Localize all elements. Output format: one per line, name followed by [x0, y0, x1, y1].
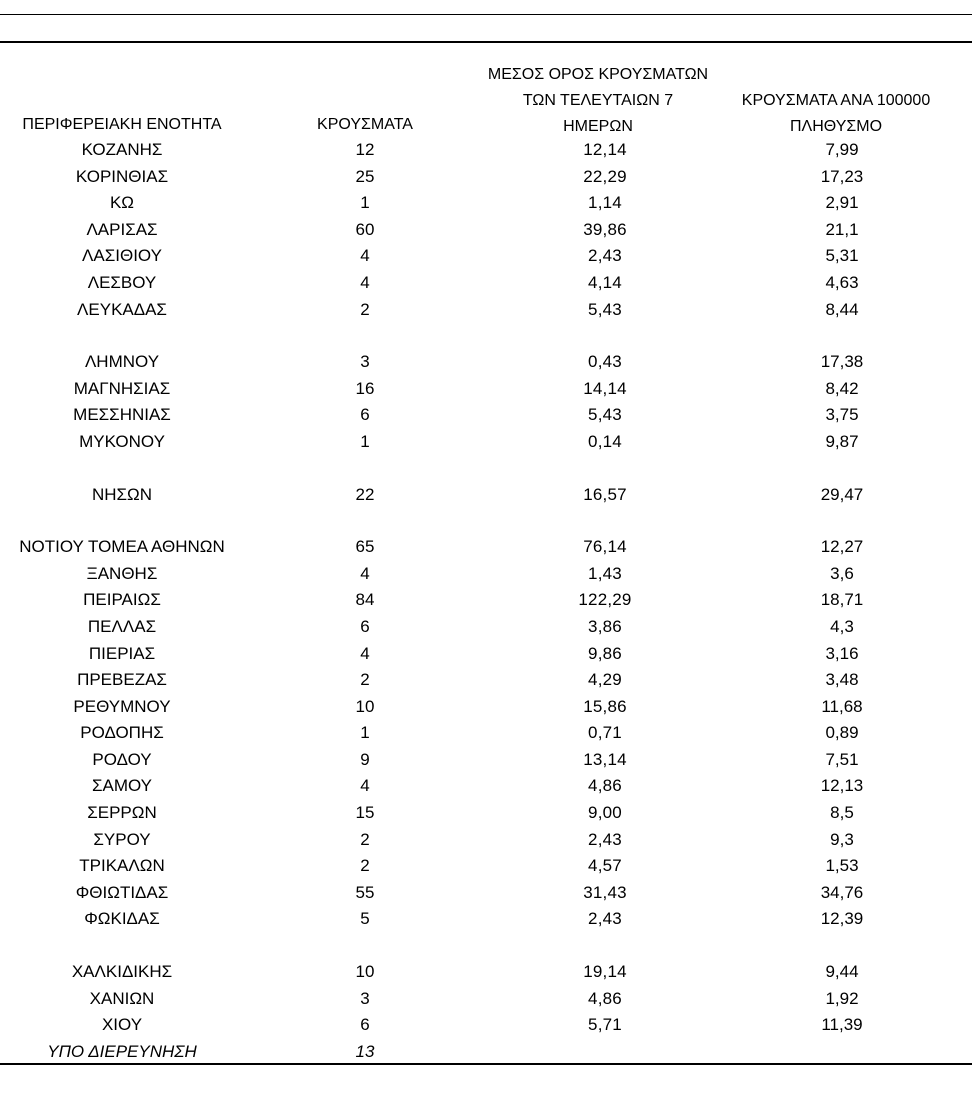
average-cell: 14,14 [583, 378, 627, 398]
rate-cell: 7,51 [825, 749, 859, 769]
rate-cell: 11,68 [821, 696, 863, 716]
rate-cell: 17,23 [820, 166, 864, 186]
rate-cell: 4,63 [825, 272, 859, 292]
rate-cell: 3,48 [825, 670, 859, 690]
header-7day-average-line: ΗΜΕΡΩΝ [563, 118, 633, 135]
region-cell: ΝΗΣΩΝ [91, 484, 153, 504]
table-row [0, 986, 972, 1013]
region-cell: ΡΟΔΟΠΗΣ [80, 723, 164, 743]
table-row [0, 906, 972, 933]
average-cell: 2,43 [588, 829, 622, 849]
rate-cell: 12,13 [820, 776, 864, 796]
table-row [0, 137, 972, 164]
region-cell: ΦΘΙΩΤΙΔΑΣ [75, 882, 169, 902]
header-top-rule [0, 41, 972, 43]
cases-cell: 55 [355, 882, 375, 902]
average-cell: 1,14 [588, 193, 622, 213]
average-cell: 9,00 [588, 803, 622, 823]
average-cell: 1,43 [588, 563, 622, 583]
table-row [0, 959, 972, 986]
rate-cell: 7,99 [825, 140, 859, 159]
cases-cell: 4 [360, 246, 370, 266]
header-7day-average-line: ΤΩΝ ΤΕΛΕΥΤΑΙΩΝ 7 [522, 92, 674, 109]
cases-cell: 15 [355, 803, 375, 823]
rate-cell: 3,16 [825, 643, 859, 663]
average-cell: 122,29 [578, 590, 632, 610]
rate-cell: 34,76 [820, 882, 864, 902]
region-cell: ΡΟΔΟΥ [92, 749, 152, 769]
table-row [0, 880, 972, 907]
average-cell: 4,29 [588, 670, 622, 690]
average-cell: 5,43 [588, 405, 622, 425]
cases-cell: 12 [355, 140, 375, 159]
table-row [0, 747, 972, 774]
region-cell: ΚΟΖΑΝΗΣ [81, 140, 163, 159]
average-cell: 19,14 [583, 962, 627, 982]
rate-cell: 9,44 [825, 962, 859, 982]
cases-cell: 10 [355, 696, 375, 716]
cases-cell: 10 [355, 962, 375, 982]
rate-cell: 1,53 [825, 856, 859, 876]
average-cell: 76,14 [583, 537, 627, 557]
average-cell: 4,14 [588, 272, 622, 292]
table-row [0, 827, 972, 854]
cases-cell: 5 [360, 909, 370, 929]
average-cell: 5,71 [588, 1015, 622, 1035]
region-cell: ΛΑΡΙΣΑΣ [86, 219, 158, 239]
header-cases-per-100000-line: ΚΡΟΥΣΜΑΤΑ ΑΝΑ 100000 [741, 92, 931, 109]
average-cell: 15,86 [583, 696, 627, 716]
table-row [0, 773, 972, 800]
table-row [0, 800, 972, 827]
table-row [0, 1039, 972, 1066]
average-cell: 4,86 [588, 776, 622, 796]
region-cell: ΠΕΙΡΑΙΩΣ [83, 590, 161, 610]
region-cell: ΣΕΡΡΩΝ [87, 803, 157, 823]
region-cell: ΧΑΛΚΙΔΙΚΗΣ [71, 962, 173, 982]
region-cell: ΡΕΘΥΜΝΟΥ [73, 696, 171, 716]
header-7day-average [470, 62, 726, 140]
rate-cell: 3,6 [830, 563, 854, 583]
average-cell: 16,57 [583, 484, 627, 504]
average-cell: 4,86 [588, 988, 622, 1008]
table-row [0, 534, 972, 561]
table-body [0, 137, 972, 1065]
rate-cell: 21,1 [825, 219, 859, 239]
cases-cell: 25 [355, 166, 375, 186]
table-row [0, 1012, 972, 1039]
cases-cell: 65 [355, 537, 375, 557]
average-cell: 22,29 [583, 166, 627, 186]
rate-cell: 12,39 [820, 909, 864, 929]
table-row [0, 164, 972, 191]
header-7day-average-line: ΜΕΣΟΣ ΟΡΟΣ ΚΡΟΥΣΜΑΤΩΝ [487, 66, 709, 83]
region-cell: ΞΑΝΘΗΣ [86, 563, 158, 583]
cases-cell: 6 [360, 616, 370, 636]
table-row [0, 561, 972, 588]
region-cell: ΠΙΕΡΙΑΣ [88, 643, 156, 663]
region-cell: ΦΩΚΙΔΑΣ [84, 909, 160, 929]
table-row [0, 402, 972, 429]
bottom-rule [0, 1063, 972, 1065]
table-row [0, 270, 972, 297]
rate-cell: 8,5 [830, 803, 854, 823]
rate-cell: 18,71 [820, 590, 864, 610]
region-cell: ΠΡΕΒΕΖΑΣ [77, 670, 167, 690]
region-cell: ΤΡΙΚΑΛΩΝ [79, 856, 165, 876]
table-row [0, 587, 972, 614]
table-row [0, 376, 972, 403]
cases-cell: 3 [360, 352, 370, 372]
region-cell: ΥΠΟ ΔΙΕΡΕΥΝΗΣΗ [47, 1041, 197, 1061]
header-cases-per-100000-line: ΠΛΗΘΥΣΜΟ [789, 118, 883, 135]
cases-cell: 2 [360, 829, 370, 849]
average-cell: 9,86 [588, 643, 622, 663]
rate-cell: 12,27 [820, 537, 864, 557]
cases-cell: 1 [360, 193, 370, 213]
table-row [0, 482, 972, 509]
rate-cell: 17,38 [820, 352, 864, 372]
average-cell: 12,14 [583, 140, 627, 159]
table-row [0, 243, 972, 270]
cases-cell: 4 [360, 643, 370, 663]
cases-cell: 60 [355, 219, 375, 239]
region-cell: ΧΑΝΙΩΝ [89, 988, 155, 1008]
top-rule [0, 14, 972, 15]
rate-cell: 3,75 [825, 405, 859, 425]
rate-cell: 9,87 [825, 431, 859, 451]
region-cell: ΚΟΡΙΝΘΙΑΣ [75, 166, 169, 186]
table-row [0, 614, 972, 641]
header-region: ΠΕΡΙΦΕΡΕΙΑΚΗ ΕΝΟΤΗΤΑ [22, 116, 222, 133]
rate-cell: 11,39 [821, 1015, 863, 1035]
table-row [0, 429, 972, 456]
region-cell: ΣΥΡΟΥ [93, 829, 151, 849]
cases-cell: 6 [360, 1015, 370, 1035]
rate-cell: 5,31 [825, 246, 859, 266]
average-cell: 0,43 [588, 352, 622, 372]
average-cell: 5,43 [588, 299, 622, 319]
cases-cell: 4 [360, 272, 370, 292]
table-row [0, 853, 972, 880]
table-row [0, 694, 972, 721]
region-cell: ΠΕΛΛΑΣ [87, 616, 157, 636]
region-cell: ΛΕΣΒΟΥ [87, 272, 157, 292]
cases-cell: 2 [360, 670, 370, 690]
average-cell: 2,43 [588, 909, 622, 929]
region-cell: ΧΙΟΥ [101, 1015, 143, 1035]
rate-cell: 4,3 [830, 616, 854, 636]
cases-cell: 22 [355, 484, 375, 504]
table-row [0, 297, 972, 324]
cases-cell: 4 [360, 776, 370, 796]
average-cell: 4,57 [588, 856, 622, 876]
cases-cell: 84 [355, 590, 375, 610]
average-cell: 3,86 [588, 616, 622, 636]
cases-cell: 2 [360, 299, 370, 319]
region-cell: ΛΑΣΙΘΙΟΥ [82, 246, 162, 266]
average-cell: 0,14 [588, 431, 622, 451]
table-row [0, 667, 972, 694]
region-cell: ΝΟΤΙΟΥ ΤΟΜΕΑ ΑΘΗΝΩΝ [19, 537, 225, 557]
region-cell: ΛΕΥΚΑΔΑΣ [77, 299, 167, 319]
table-row [0, 217, 972, 244]
rate-cell: 2,91 [825, 193, 859, 213]
average-cell: 13,14 [583, 749, 627, 769]
average-cell: 2,43 [588, 246, 622, 266]
rate-cell: 0,89 [825, 723, 859, 743]
table-row [0, 349, 972, 376]
cases-cell: 9 [360, 749, 370, 769]
rate-cell: 1,92 [825, 988, 859, 1008]
rate-cell: 29,47 [820, 484, 864, 504]
region-cell: ΣΑΜΟΥ [91, 776, 153, 796]
cases-cell: 16 [355, 378, 375, 398]
table-row [0, 190, 972, 217]
region-cell: ΜΑΓΝΗΣΙΑΣ [73, 378, 171, 398]
region-cell: ΛΗΜΝΟΥ [84, 352, 160, 372]
cases-cell: 6 [360, 405, 370, 425]
cases-cell: 1 [360, 431, 370, 451]
region-cell: ΜΕΣΣΗΝΙΑΣ [73, 405, 171, 425]
rate-cell: 8,42 [825, 378, 859, 398]
table-row [0, 641, 972, 668]
table-row [0, 720, 972, 747]
cases-cell: 3 [360, 988, 370, 1008]
header-cases: ΚΡΟΥΣΜΑΤΑ [317, 116, 413, 133]
region-cell: ΚΩ [109, 193, 135, 213]
header-cases-per-100000 [700, 88, 972, 140]
region-cell: ΜΥΚΟΝΟΥ [79, 431, 165, 451]
cases-cell: 4 [360, 563, 370, 583]
cases-cell: 2 [360, 856, 370, 876]
average-cell: 31,43 [583, 882, 627, 902]
rate-cell: 9,3 [830, 829, 854, 849]
cases-cell: 1 [360, 723, 370, 743]
average-cell: 39,86 [583, 219, 627, 239]
rate-cell: 8,44 [825, 299, 859, 319]
average-cell: 0,71 [588, 723, 622, 743]
cases-cell: 13 [355, 1041, 375, 1061]
